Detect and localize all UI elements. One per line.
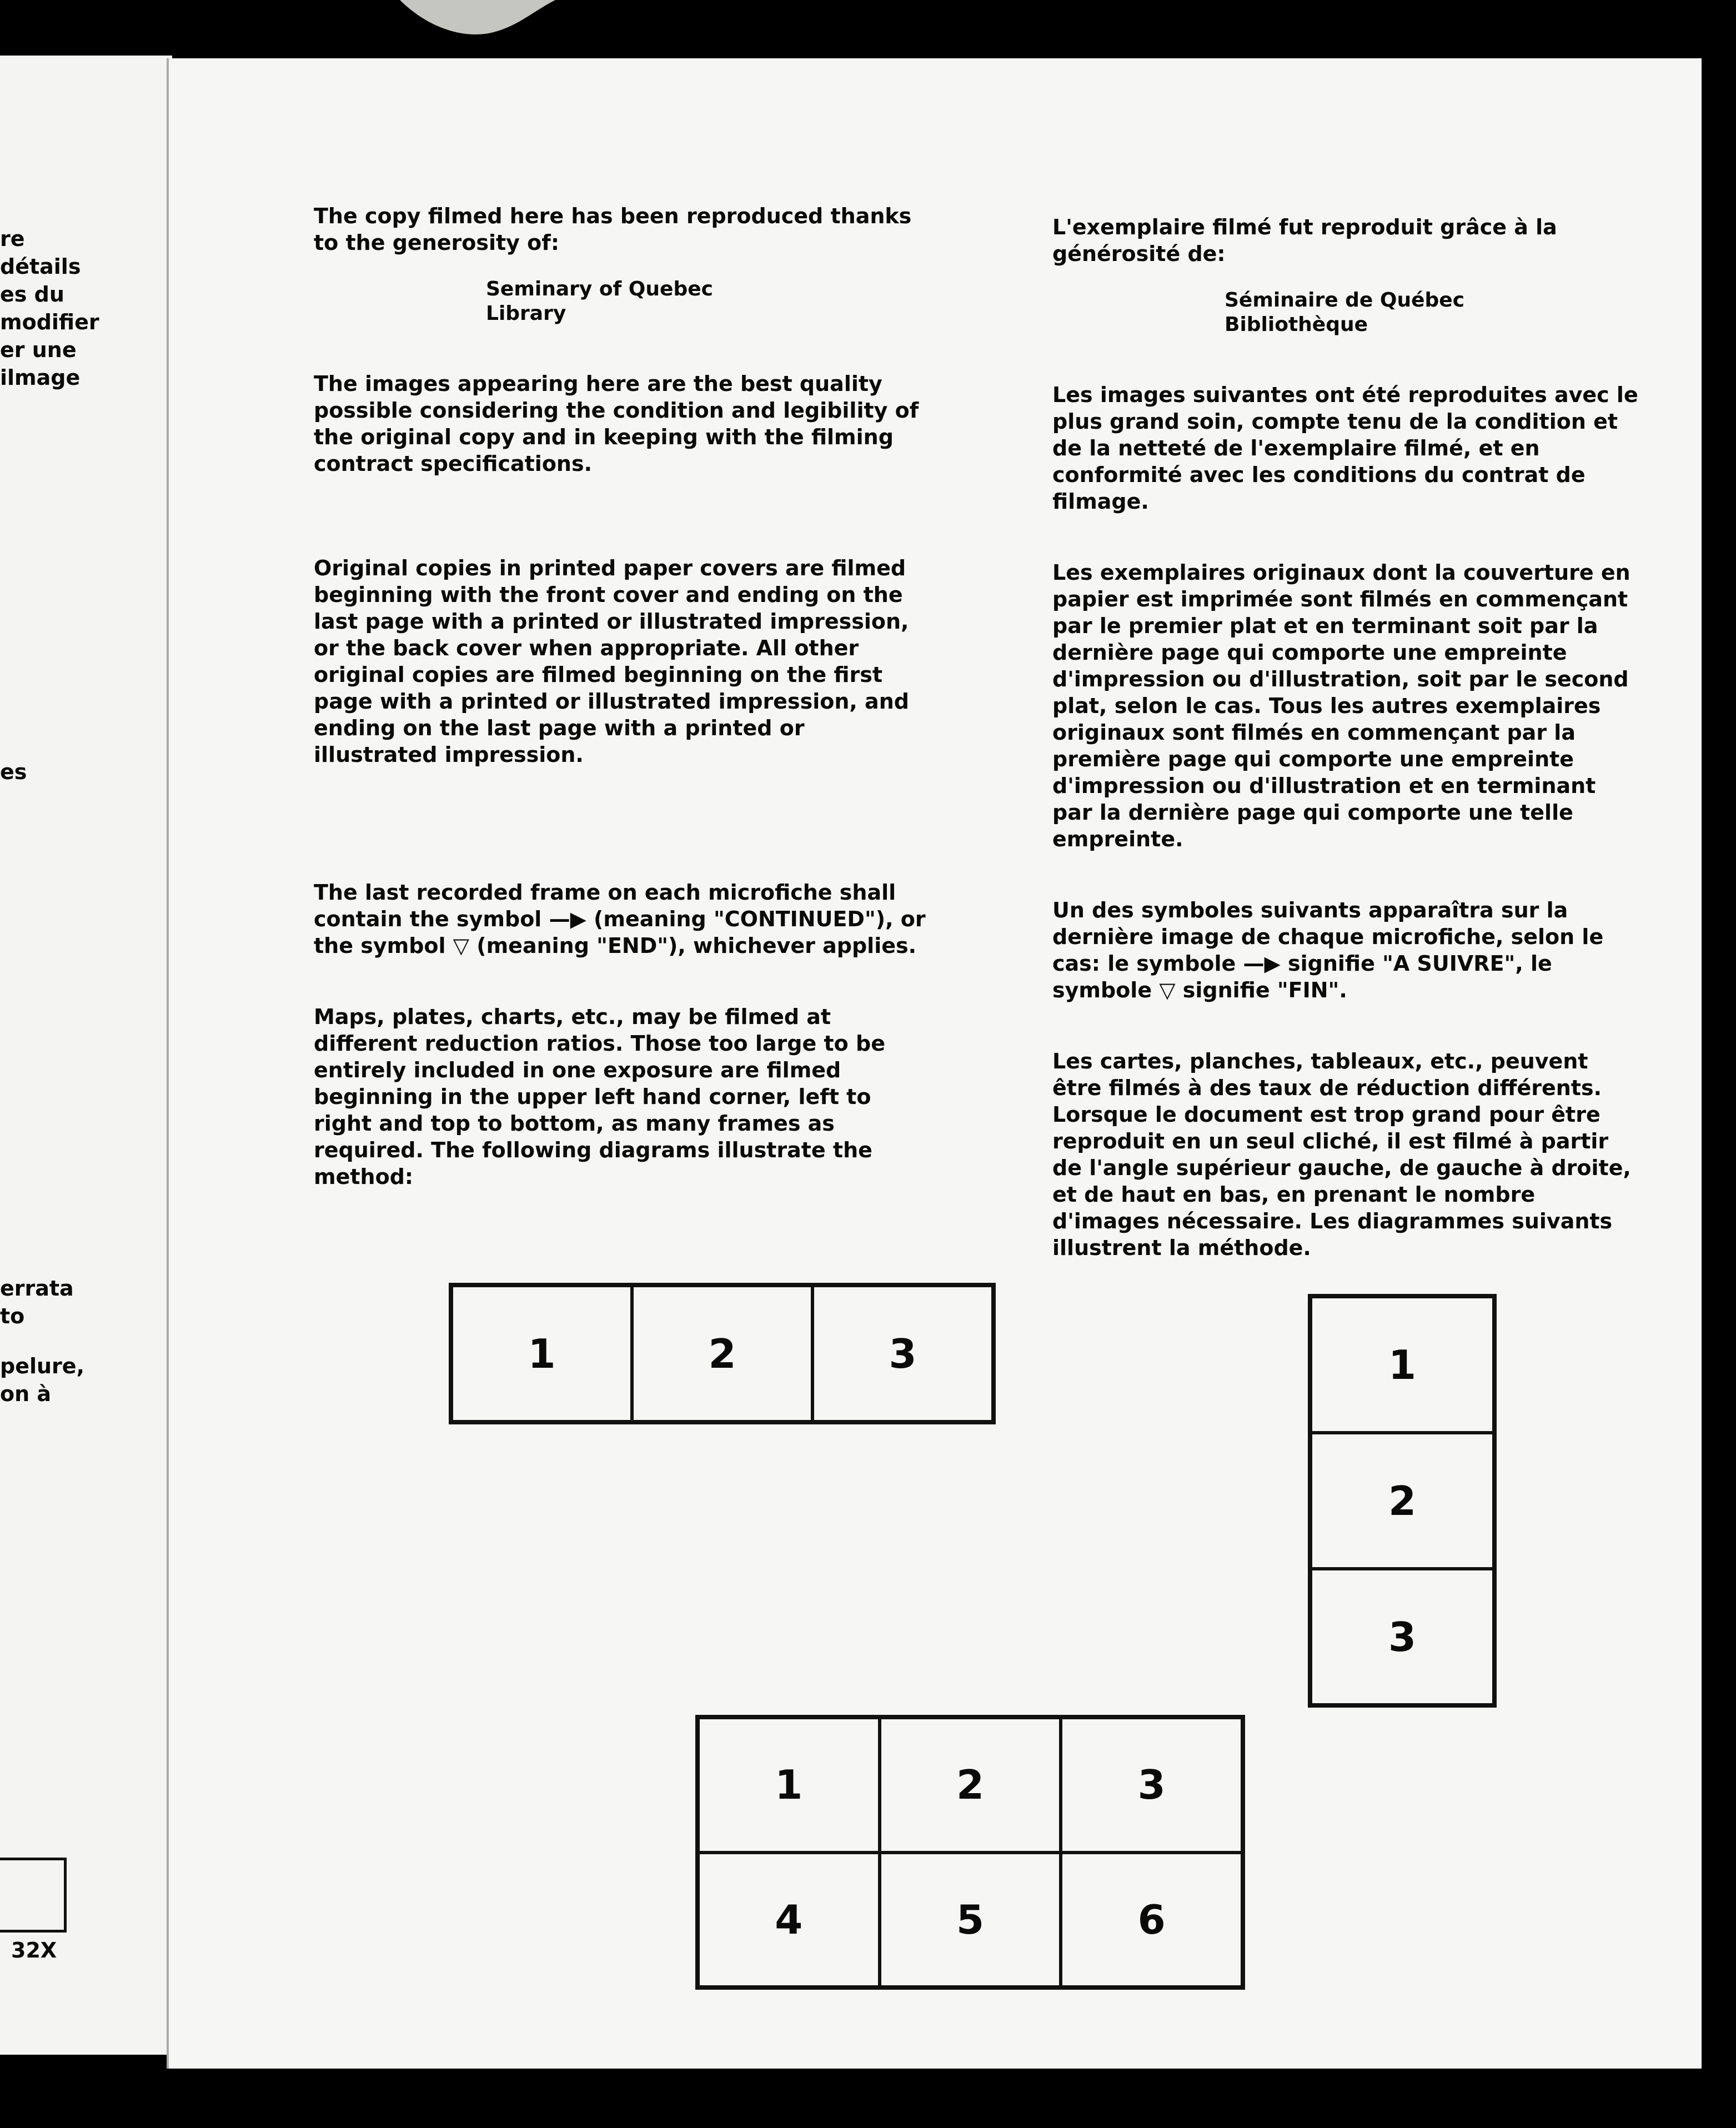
diagram-frame: 4: [698, 1853, 880, 1988]
diagram-grid-six: [695, 1715, 1245, 1990]
paper-fold-mark: [389, 0, 611, 53]
left-fragment: es du: [0, 282, 64, 307]
diagram-frame: 6: [1061, 1853, 1242, 1988]
left-fragment: es: [0, 760, 27, 784]
left-fragment: ilmage: [0, 365, 81, 390]
left-fragment: er une: [0, 338, 77, 362]
english-institution-library: Library: [486, 302, 566, 325]
left-fragment: on à: [0, 1382, 52, 1406]
left-fragment: to: [0, 1304, 25, 1328]
english-symbols-paragraph: The last recorded frame on each microfiche shall contain the symbol —▶ (meaning "CONTINUED"), or the symbol ▽ (meaning "END"), whichever applies.: [314, 880, 926, 958]
left-fragment: errata: [0, 1276, 74, 1301]
left-fragment: modifier: [0, 310, 99, 334]
diagram-frame: 2: [1311, 1433, 1494, 1569]
diagram-frame: 3: [812, 1286, 993, 1422]
left-fragment: re: [0, 227, 25, 251]
french-quality-paragraph: Les images suivantes ont été reproduites avec le plus grand soin, compte tenu de la condition et de la netteté de l'exemplaire filmé, et en conformité avec les conditions du contrat de filmage.: [1052, 383, 1638, 514]
reduction-ratio-label: 32X: [11, 1938, 57, 1963]
diagram-frame: 2: [632, 1286, 812, 1422]
diagram-frame: 5: [880, 1853, 1061, 1988]
left-fragment: pelure,: [0, 1354, 84, 1378]
left-adjacent-page: [0, 56, 172, 2055]
english-quality-paragraph: The images appearing here are the best quality possible considering the condition and legibility of the original copy and in keeping with the filming contract specifications.: [314, 372, 919, 476]
english-thanks-block: [314, 203, 930, 326]
french-maps-paragraph: Les cartes, planches, tableaux, etc., peuvent être filmés à des taux de réduction différents. Lorsque le document est trop grand pour être reproduit en un seul cliché, il est filmé à partir de l'angle supérieur gauche, de gauche à droite, et de haut en bas, en prenant le nombre d'images nécessaire. Les diagrammes suivants illustrent la méthode.: [1052, 1049, 1631, 1260]
diagram-vertical-three: [1308, 1294, 1497, 1708]
diagram-frame: 1: [1311, 1297, 1494, 1433]
reduction-ratio-box: [0, 1858, 67, 1933]
french-column: [1052, 214, 1641, 1306]
diagram-horizontal-three: [449, 1283, 996, 1424]
english-covers-paragraph: Original copies in printed paper covers are filmed beginning with the front cover and ending on the last page with a printed or illustrated impression, or the back cover when appropriate. All other original copies are filmed beginning on the first page with a printed or illustrated impression, and ending on the last page with a printed or illustrated impression.: [314, 556, 909, 767]
french-institution-library: Bibliothèque: [1225, 313, 1368, 336]
diagram-frame: 2: [880, 1718, 1061, 1853]
diagram-frame: 1: [451, 1286, 632, 1422]
english-maps-paragraph: Maps, plates, charts, etc., may be filmed at different reduction ratios. Those too large to be entirely included in one exposure are filmed beginning in the upper left hand corner, left to right and top to bottom, as many frames as required. The following diagrams illustrate the method:: [314, 1005, 885, 1189]
french-covers-paragraph: Les exemplaires originaux dont la couverture en papier est imprimée sont filmés en commençant par le premier plat et en terminant soit par la dernière page qui comporte une empreinte d'impression ou d'illustration, soit par le second plat, selon le cas. Tous les autres exemplaires originaux sont filmés en commençant par la première page qui comporte une empreinte d'impression ou d'illustration et en terminant par la dernière page qui comporte une telle empreinte.: [1052, 560, 1630, 851]
english-institution-name: Seminary of Quebec: [486, 278, 713, 300]
french-thanks: L'exemplaire filmé fut reproduit grâce à la générosité de:: [1052, 215, 1557, 266]
english-thanks: The copy filmed here has been reproduced thanks to the generosity of:: [314, 204, 912, 255]
french-symbols-paragraph: Un des symboles suivants apparaîtra sur la dernière image de chaque microfiche, selon le cas: le symbole —▶ signifie "A SUIVRE", le symbole ▽ signifie "FIN".: [1052, 898, 1604, 1002]
french-thanks-block: [1052, 214, 1641, 337]
diagram-frame: 3: [1061, 1718, 1242, 1853]
french-institution-name: Séminaire de Québec: [1225, 289, 1465, 312]
diagram-frame: 1: [698, 1718, 880, 1853]
left-fragment: détails: [0, 254, 81, 279]
diagram-frame: 3: [1311, 1569, 1494, 1705]
english-column: [314, 203, 930, 1234]
